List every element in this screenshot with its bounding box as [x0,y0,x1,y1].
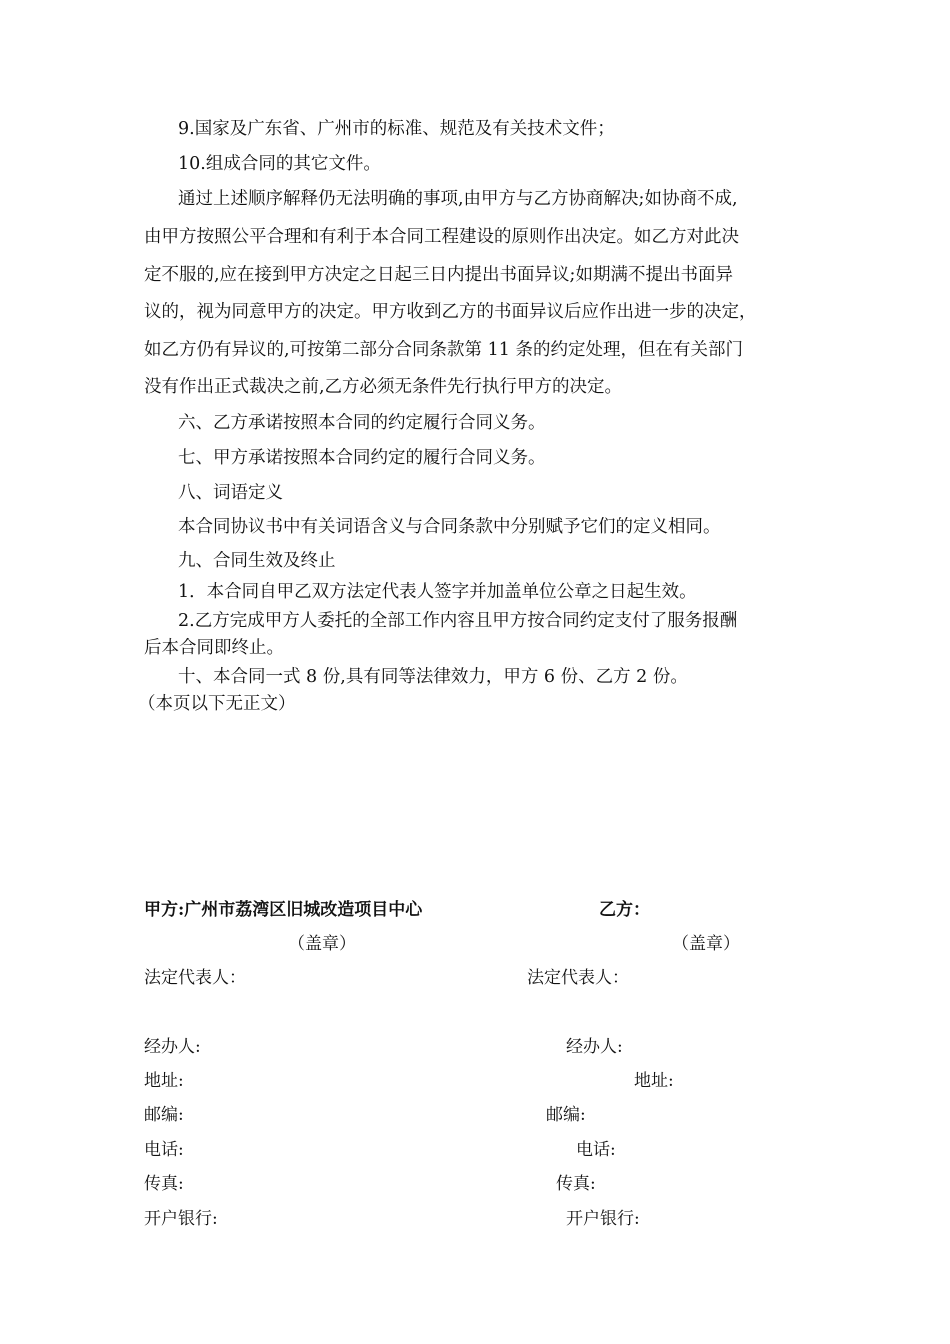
interpretation-paragraph-line: 由甲方按照公平合理和有利于本合同工程建设的原则作出决定。如乙方对此决 [144,227,739,247]
interpretation-paragraph-line: 没有作出正式裁决之前,乙方必须无条件先行执行甲方的决定。 [144,377,623,397]
party-b-title: 乙方： [599,900,650,920]
effect-clause-2: 2.乙方完成甲方人委托的全部工作内容且甲方按合同约定支付了服务报酬 [178,611,738,631]
party-a-title: 甲方:广州市荔湾区旧城改造项目中心 [144,900,423,920]
section-nine-heading: 九、合同生效及终止 [178,551,336,571]
party-b-seal: （盖章） [672,934,740,954]
interpretation-paragraph-line: 通过上述顺序解释仍无法明确的事项,由甲方与乙方协商解决;如协商不成, [178,189,738,209]
party-b-postcode: 邮编: [546,1105,586,1125]
party-a-seal: （盖章） [288,934,356,954]
party-b-fax: 传真: [556,1174,596,1194]
interpretation-paragraph-line: 定不服的,应在接到甲方决定之日起三日内提出书面异议;如期满不提出书面异 [144,265,733,285]
party-a-fax: 传真: [144,1174,184,1194]
party-a-postcode: 邮编: [144,1105,184,1125]
no-text-below-note: （本页以下无正文） [138,694,296,714]
interpretation-paragraph-line: 议的，视为同意甲方的决定。甲方收到乙方的书面异议后应作出进一步的决定， [144,302,757,322]
definitions-text: 本合同协议书中有关词语含义与合同条款中分别赋予它们的定义相同。 [178,517,721,537]
effect-clause-1: 1．本合同自甲乙双方法定代表人签字并加盖单位公章之日起生效。 [178,582,697,602]
effect-clause-2-cont: 后本合同即终止。 [144,638,284,658]
party-a-phone: 电话: [144,1140,184,1160]
interpretation-paragraph-line: 如乙方仍有异议的,可按第二部分合同条款第 11 条的约定处理，但在有关部门 [144,340,743,360]
party-a-bank: 开户银行: [144,1209,218,1229]
party-b-bank: 开户银行: [566,1209,640,1229]
party-b-phone: 电话: [576,1140,616,1160]
party-b-legal-rep: 法定代表人： [527,968,629,988]
section-ten: 十、本合同一式 8 份,具有同等法律效力，甲方 6 份、乙方 2 份。 [178,667,688,687]
party-a-agent: 经办人: [144,1037,201,1057]
section-eight-heading: 八、词语定义 [178,483,283,503]
clause-9: 9.国家及广东省、广州市的标准、规范及有关技术文件； [178,119,615,139]
section-seven: 七、甲方承诺按照本合同约定的履行合同义务。 [178,448,546,468]
section-six: 六、乙方承诺按照本合同的约定履行合同义务。 [178,413,546,433]
party-a-address: 地址: [144,1071,184,1091]
clause-10: 10.组成合同的其它文件。 [178,154,381,174]
party-b-agent: 经办人: [566,1037,623,1057]
party-b-address: 地址: [634,1071,674,1091]
party-a-legal-rep: 法定代表人： [144,968,246,988]
